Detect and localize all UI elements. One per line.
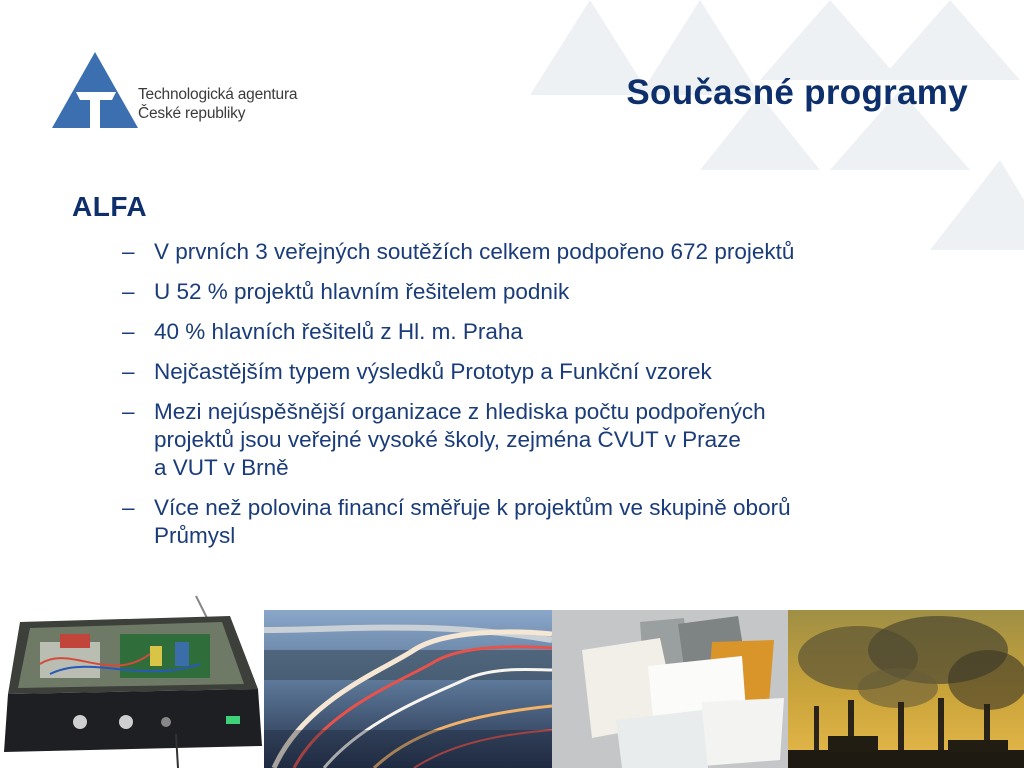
bullet-text: Více než polovina financí směřuje k projektům ve skupině oborů Průmysl	[154, 495, 791, 548]
bullet-dash: –	[122, 279, 135, 304]
bullet-text: Mezi nejúspěšnější organizace z hlediska počtu podpořených projektů jsou veřejné vysoké školy, zejména ČVUT v Praze a VUT v Brně	[154, 399, 766, 480]
bullet-item	[122, 238, 1002, 266]
logo-text	[138, 85, 297, 123]
bullet-text: 40 % hlavních řešitelů z Hl. m. Praha	[154, 319, 523, 344]
bullet-item	[122, 398, 1002, 482]
bullet-item	[122, 278, 1002, 306]
logo-line-1: Technologická agentura	[138, 86, 298, 103]
bullet-text: V prvních 3 veřejných soutěžích celkem podpořeno 672 projektů	[154, 239, 795, 264]
bullet-dash: –	[122, 399, 135, 424]
electronics-device-photo	[0, 594, 264, 768]
bullet-item	[122, 494, 1002, 550]
bullet-dash: –	[122, 495, 135, 520]
smokestacks-photo	[788, 610, 1024, 768]
highway-photo	[264, 610, 552, 768]
bullet-dash: –	[122, 319, 135, 344]
bullet-dash: –	[122, 239, 135, 264]
logo-line-2: České republiky	[138, 105, 246, 122]
section-heading: ALFA	[72, 191, 148, 222]
agency-logo	[52, 52, 332, 132]
bullet-text: U 52 % projektů hlavním řešitelem podnik	[154, 279, 570, 304]
photo-strip	[0, 594, 1024, 768]
bullet-dash: –	[122, 359, 135, 384]
slide-title: Současné programy	[626, 73, 968, 112]
textile-samples-photo	[552, 610, 788, 768]
bullet-list	[122, 238, 1002, 562]
logo-triangle-icon	[52, 52, 138, 128]
bullet-item	[122, 358, 1002, 386]
bullet-text: Nejčastějším typem výsledků Prototyp a Funkční vzorek	[154, 359, 712, 384]
bullet-item	[122, 318, 1002, 346]
